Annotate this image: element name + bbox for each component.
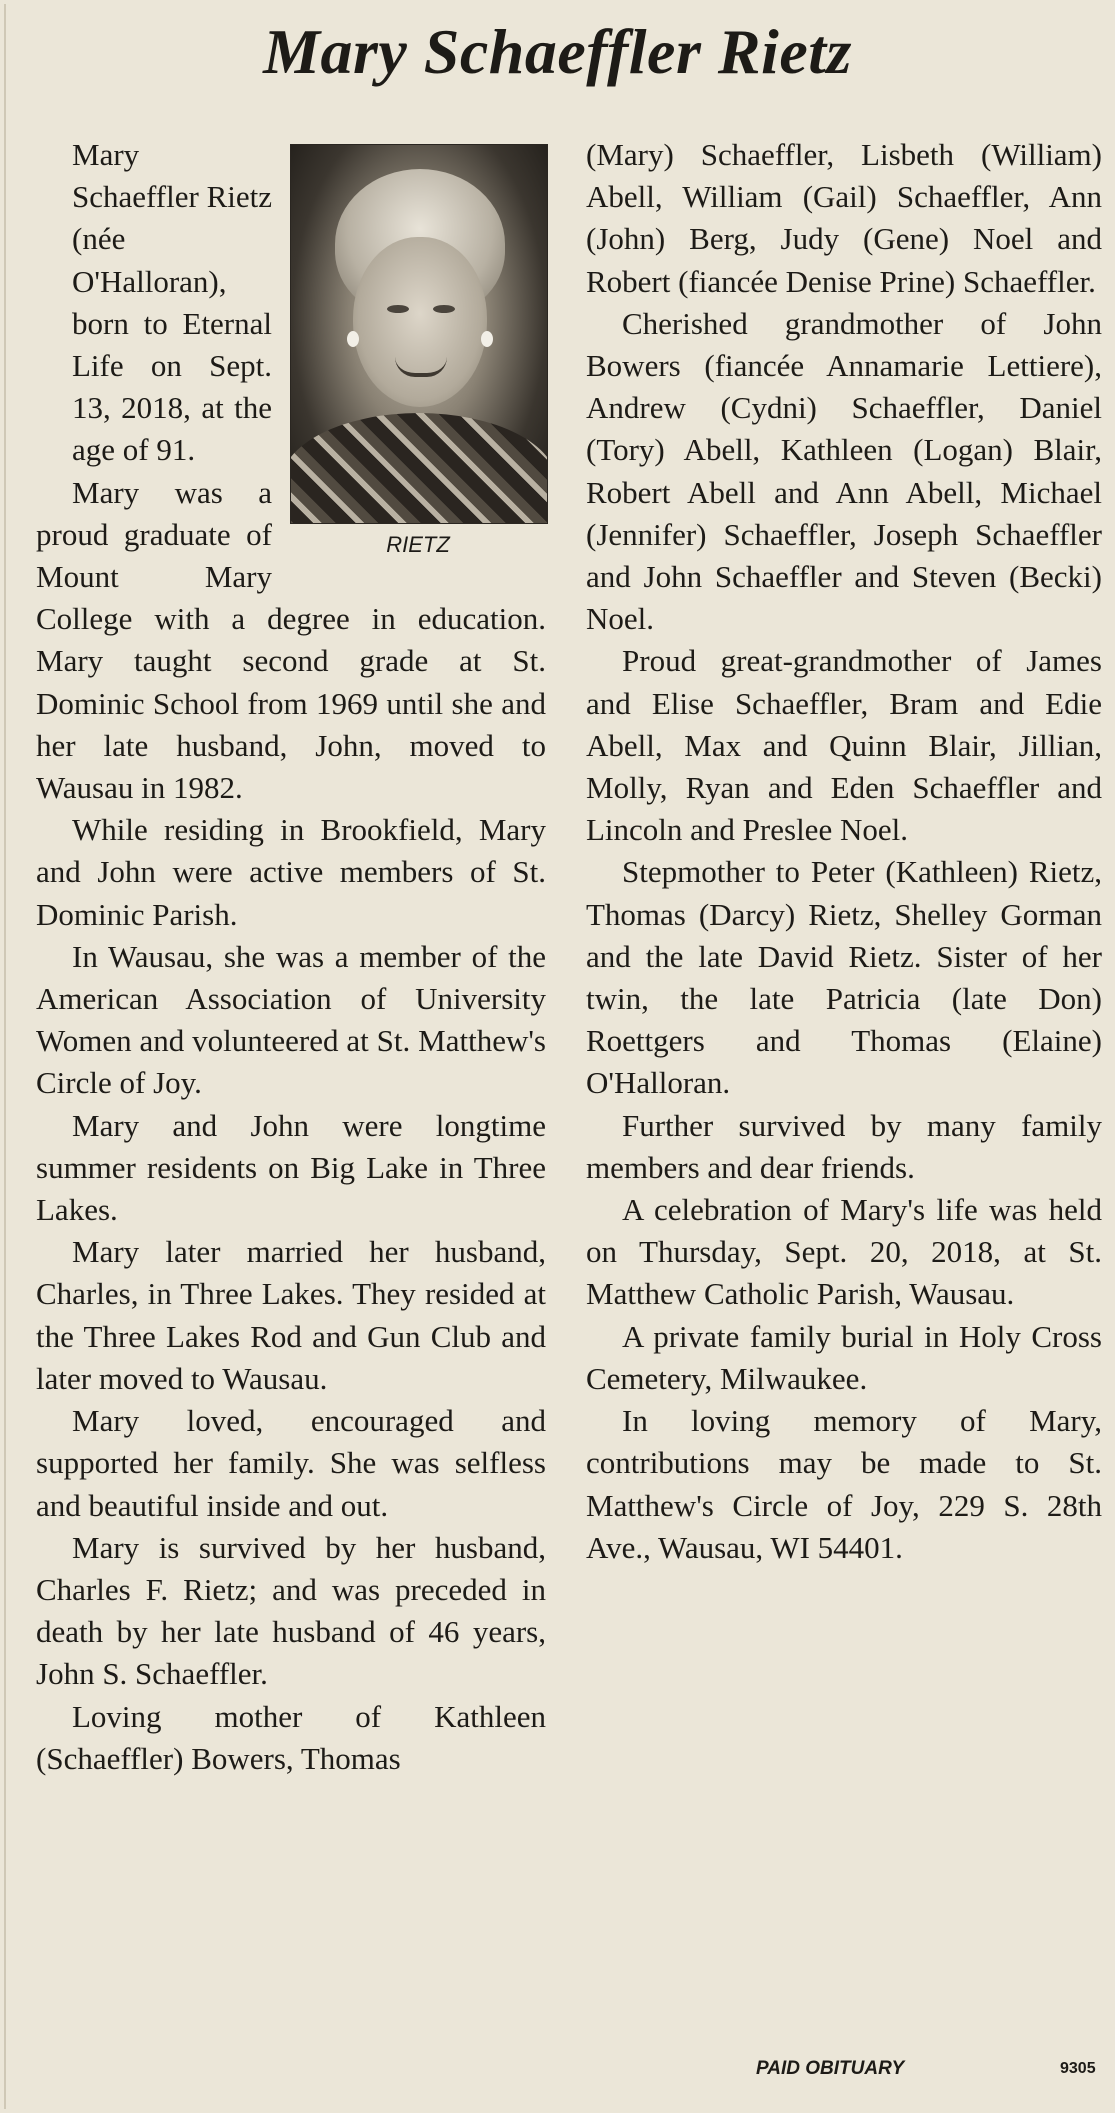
photo-caption: RIETZ xyxy=(386,532,450,557)
paragraph: A private family burial in Holy Cross Cemetery, Milwaukee. xyxy=(586,1318,1102,1396)
paragraph: In loving memory of Mary, contributions may be made to St. Matthew's Circle of Joy, 229 S. 28th Ave., Wausau, WI 54401. xyxy=(586,1403,1102,1565)
paragraph: Loving mother of Kathleen (Schaeffler) Bowers, Thomas xyxy=(36,1698,546,1776)
ad-code: 9305 xyxy=(1060,2060,1096,2077)
left-column xyxy=(36,134,546,1780)
paragraph: Mary and John were longtime summer residents on Big Lake in Three Lakes. xyxy=(36,1107,546,1228)
paragraph: Further survived by many family members and dear friends. xyxy=(586,1107,1102,1185)
paragraph: Mary was a proud graduate of Mount Mary College with a degree in education. Mary taught second grade at St. Dominic School from 1969 until she and her late husband, John, moved to Wausau in 1982. xyxy=(36,474,546,806)
right-column xyxy=(586,134,1102,1569)
paragraph: Mary later married her husband, Charles, in Three Lakes. They resided at the Three Lakes Rod and Gun Club and later moved to Wausau. xyxy=(36,1234,546,1396)
portrait-block xyxy=(290,144,546,560)
obituary-title: Mary Schaeffler Rietz xyxy=(263,16,852,87)
paragraph: A celebration of Mary's life was held on Thursday, Sept. 20, 2018, at St. Matthew Catholic Parish, Wausau. xyxy=(586,1192,1102,1312)
paragraph: Mary loved, encouraged and supported her family. She was selfless and beautiful inside and out. xyxy=(36,1403,546,1523)
paid-obituary-label: PAID OBITUARY xyxy=(756,2058,905,2079)
paragraph: Cherished grandmother of John Bowers (fiancée Annamarie Lettiere), Andrew (Cydni) Schaeffler, Daniel (Tory) Abell, Kathleen (Logan) Blair, Robert Abell and Ann Abell, Michael (Jennifer) Schaeffler, Joseph Schaeffler and John Schaeffler and Steven (Becki) Noel. xyxy=(586,305,1102,637)
paragraph: Stepmother to Peter (Kathleen) Rietz, Thomas (Darcy) Rietz, Shelley Gorman and the late David Rietz. Sister of her twin, the late Patricia (late Don) Roettgers and Thomas (Elaine) O'Halloran. xyxy=(586,854,1102,1101)
paragraph: Proud great-grandmother of James and Elise Schaeffler, Bram and Edie Abell, Max and Quinn Blair, Jillian, Molly, Ryan and Eden Schaeffler and Lincoln and Preslee Noel. xyxy=(586,643,1102,848)
portrait-photo xyxy=(290,144,548,524)
paragraph: While residing in Brookfield, Mary and John were active members of St. Dominic Parish. xyxy=(36,812,546,932)
paragraph: Mary Schaeffler Rietz (née O'Halloran), born to Eternal Life on Sept. 13, 2018, at the age of 91. xyxy=(72,137,272,468)
paragraph: In Wausau, she was a member of the American Association of University Women and volunteered at St. Matthew's Circle of Joy. xyxy=(36,938,546,1101)
paragraph: Mary is survived by her husband, Charles F. Rietz; and was preceded in death by her late husband of 46 years, John S. Schaeffler. xyxy=(36,1529,546,1692)
paragraph: (Mary) Schaeffler, Lisbeth (William) Abell, William (Gail) Schaeffler, Ann (John) Berg, Judy (Gene) Noel and Robert (fiancée Denise Prine) Schaeffler. xyxy=(586,137,1102,299)
